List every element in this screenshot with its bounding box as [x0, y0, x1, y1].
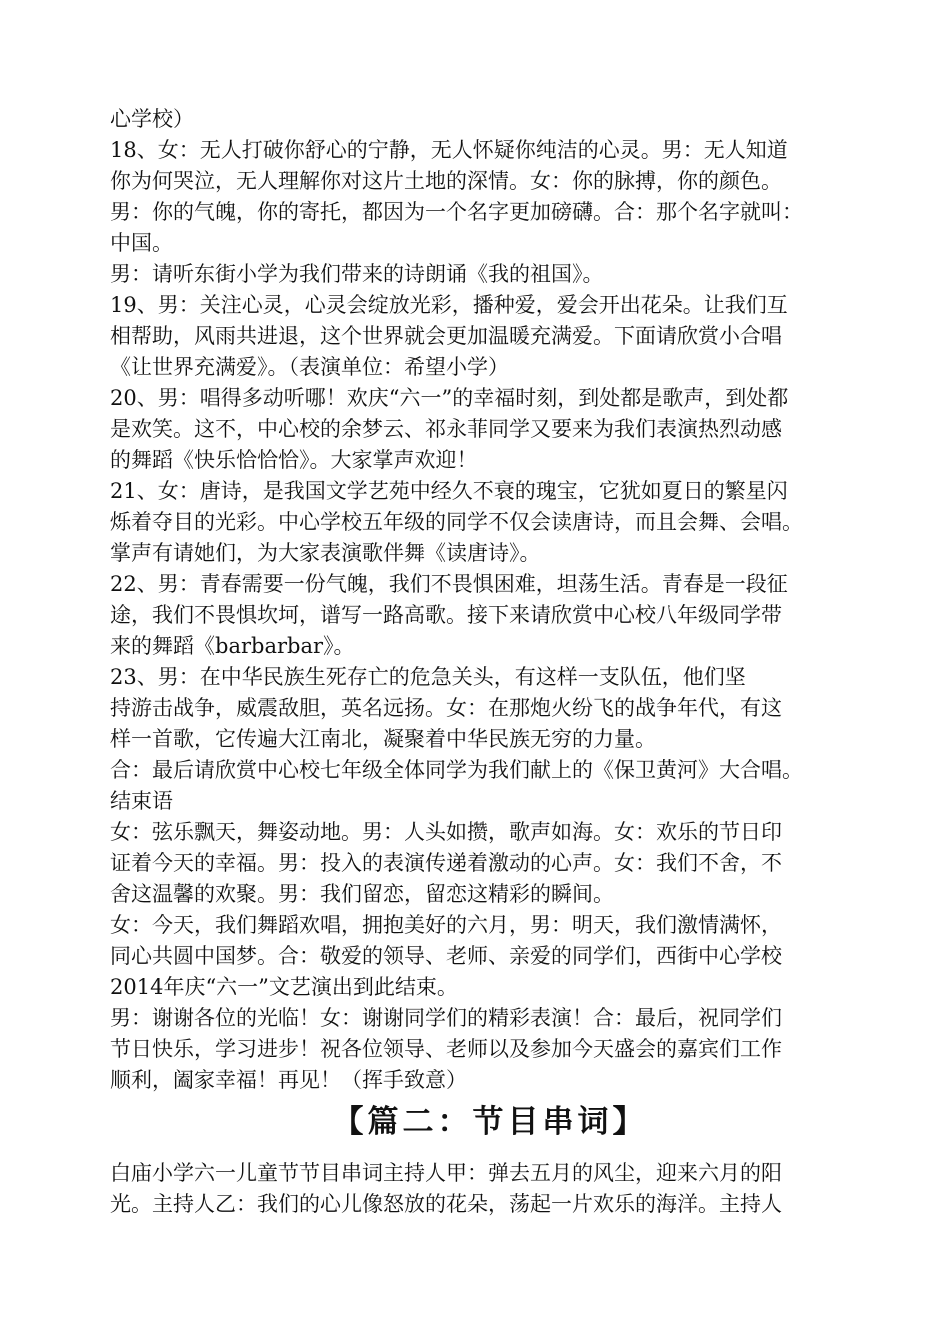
- text-line: 相帮助，风雨共进退，这个世界就会更加温暖充满爱。下面请欣赏小合唱: [110, 324, 782, 348]
- text-line: 舍这温馨的欢聚。男：我们留恋，留恋这精彩的瞬间。: [110, 882, 614, 906]
- text-line: 合：最后请欣赏中心校七年级全体同学为我们献上的《保卫黄河》大合唱。: [110, 758, 803, 782]
- text-line: 你为何哭泣，无人理解你对这片土地的深情。女：你的脉搏，你的颜色。: [110, 169, 782, 193]
- text-line: 男：请听东街小学为我们带来的诗朗诵《我的祖国》。: [110, 262, 604, 286]
- text-line: 22、男：青春需要一份气魄，我们不畏惧困难，坦荡生活。青春是一段征: [110, 572, 788, 596]
- text-line: 《让世界充满爱》。（表演单位：希望小学）: [110, 355, 509, 379]
- text-line: 19、男：关注心灵，心灵会绽放光彩，播种爱，爱会开出花朵。让我们互: [110, 293, 788, 317]
- text-line: 中国。: [110, 231, 173, 255]
- text-line: 持游击战争，威震敌胆，英名远扬。女：在那炮火纷飞的战争年代，有这: [110, 696, 782, 720]
- text-line: 来的舞蹈《barbarbar》。: [110, 634, 355, 658]
- text-line: 是欢笑。这不，中心校的余梦云、祁永菲同学又要来为我们表演热烈动感: [110, 417, 782, 441]
- text-line: 同心共圆中国梦。合：敬爱的领导、老师、亲爱的同学们，西街中心学校: [110, 944, 782, 968]
- text-line: 20、男：唱得多动听哪！欢庆“六一”的幸福时刻，到处都是歌声，到处都: [110, 386, 789, 410]
- text-line: 心学校）: [110, 107, 194, 131]
- section-label: 结束语: [110, 789, 173, 813]
- text-line: 18、女：无人打破你舒心的宁静，无人怀疑你纯洁的心灵。男：无人知道: [110, 138, 788, 162]
- section-heading: 【篇二：节目串词】: [332, 1104, 648, 1140]
- text-line: 途，我们不畏惧坎坷，谱写一路高歌。接下来请欣赏中心校八年级同学带: [110, 603, 782, 627]
- text-line: 男：谢谢各位的光临！女：谢谢同学们的精彩表演！合：最后，祝同学们: [110, 1006, 782, 1030]
- body-text-bottom: [110, 1158, 870, 1220]
- text-line: 掌声有请她们，为大家表演歌伴舞《读唐诗》。: [110, 541, 541, 565]
- text-line: 2014年庆“六一”文艺演出到此结束。: [110, 975, 458, 999]
- text-line: 23、男：在中华民族生死存亡的危急关头，有这样一支队伍，他们坚: [110, 665, 746, 689]
- text-line: 白庙小学六一儿童节节目串词主持人甲：弹去五月的风尘，迎来六月的阳: [110, 1161, 782, 1185]
- text-line: 光。主持人乙：我们的心儿像怒放的花朵，荡起一片欢乐的海洋。主持人: [110, 1192, 782, 1216]
- text-line: 21、女：唐诗，是我国文学艺苑中经久不衰的瑰宝，它犹如夏日的繁星闪: [110, 479, 788, 503]
- text-line: 证着今天的幸福。男：投入的表演传递着激动的心声。女：我们不舍，不: [110, 851, 782, 875]
- text-line: 女：今天，我们舞蹈欢唱，拥抱美好的六月，男：明天，我们激情满怀，: [110, 913, 782, 937]
- text-line: 男：你的气魄，你的寄托，都因为一个名字更加磅礴。合：那个名字就叫：: [110, 200, 803, 224]
- text-line: 样一首歌，它传遍大江南北，凝聚着中华民族无穷的力量。: [110, 727, 656, 751]
- body-text-top: [110, 104, 870, 1096]
- text-line: 女：弦乐飘天，舞姿动地。男：人头如攒，歌声如海。女：欢乐的节日印: [110, 820, 782, 844]
- text-line: 的舞蹈《快乐恰恰恰》。大家掌声欢迎！: [110, 448, 478, 472]
- text-line: 顺利，阖家幸福！再见！（挥手致意）: [110, 1068, 467, 1092]
- text-line: 节日快乐，学习进步！祝各位领导、老师以及参加今天盛会的嘉宾们工作: [110, 1037, 782, 1061]
- text-line: 烁着夺目的光彩。中心学校五年级的同学不仅会读唐诗，而且会舞、会唱。: [110, 510, 803, 534]
